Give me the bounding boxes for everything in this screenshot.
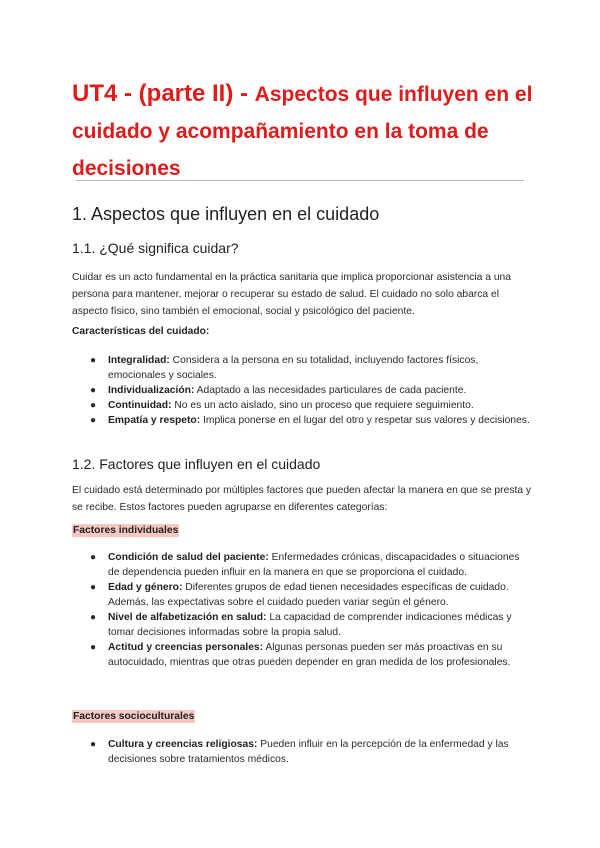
item-text: Implica ponerse en el lugar del otro y respetar sus valores y decisiones.: [200, 415, 530, 426]
list-item: [90, 580, 530, 610]
section-1-heading: 1. Aspectos que influyen en el cuidado: [72, 204, 380, 224]
subsection-1-1-paragraph: Cuidar es un acto fundamental en la práctica sanitaria que implica proporcionar asistencia a una persona para mantener, mejorar o recuperar su estado de salud. El cuidado no solo abarca el aspecto físico, sino también el emocional, social y psicológico del paciente.: [72, 272, 512, 317]
title-part-1: UT4 - (parte II) -: [72, 80, 255, 107]
item-term: Empatía y respeto:: [108, 415, 201, 426]
characteristics-list: [90, 353, 530, 428]
characteristics-label: Características del cuidado:: [72, 326, 210, 337]
item-text: Considera a la persona en su totalidad, incluyendo factores físicos, emocionales y sociales.: [108, 355, 479, 381]
bullet-icon: ●: [90, 355, 97, 366]
item-term: Condición de salud del paciente:: [108, 552, 269, 563]
bullet-icon: ●: [90, 739, 97, 750]
subsection-1-2-heading: 1.2. Factores que influyen en el cuidado: [72, 456, 321, 472]
item-text: Diferentes grupos de edad tienen necesidades específicas de cuidado. Además, las expectativas sobre el cuidado pueden variar según el género.: [108, 582, 509, 608]
item-term: Actitud y creencias personales:: [108, 642, 264, 653]
title-part-2: Aspectos que influyen en el cuidado y acompañamiento en la toma de decisiones: [72, 83, 533, 180]
list-item: [90, 353, 530, 383]
bullet-icon: ●: [90, 642, 97, 653]
list-item: [90, 640, 530, 670]
item-text: Enfermedades crónicas, discapacidades o situaciones de dependencia pueden influir en la manera en que se proporciona el cuidado.: [108, 552, 520, 578]
list-item: [90, 413, 530, 428]
list-item: [90, 383, 530, 398]
item-text: Algunas personas pueden ser más proactivas en su autocuidado, mientras que otras pueden depender en gran medida de los profesionales.: [108, 642, 511, 668]
item-term: Individualización:: [108, 385, 195, 396]
sociocultural-factors-label: Factores socioculturales: [73, 711, 195, 722]
item-term: Integralidad:: [108, 355, 170, 366]
item-term: Edad y género:: [108, 582, 183, 593]
item-term: Cultura y creencias religiosas:: [108, 739, 258, 750]
list-item: [90, 610, 530, 640]
bullet-icon: ●: [90, 385, 97, 396]
item-term: Nivel de alfabetización en salud:: [108, 612, 267, 623]
bullet-icon: ●: [90, 400, 97, 411]
subsection-1-2-paragraph: El cuidado está determinado por múltiples factores que pueden afectar la manera en que se presta y se recibe. Estos factores pueden agruparse en diferentes categorías:: [72, 485, 532, 513]
item-text: No es un acto aislado, sino un proceso que requiere seguimiento.: [171, 400, 474, 411]
title-divider: [76, 180, 524, 181]
individual-factors-label: Factores individuales: [73, 525, 179, 536]
subsection-1-1-heading: 1.1. ¿Qué significa cuidar?: [72, 240, 239, 256]
list-item: [90, 550, 530, 580]
bullet-icon: ●: [90, 582, 97, 593]
list-item: [90, 737, 530, 767]
item-term: Continuidad:: [108, 400, 172, 411]
item-text: Adaptado a las necesidades particulares de cada paciente.: [194, 385, 467, 396]
item-text: Pueden influir en la percepción de la enfermedad y las decisiones sobre tratamientos médicos.: [108, 739, 509, 765]
list-item: [90, 398, 530, 413]
bullet-icon: ●: [90, 552, 97, 563]
document-title: [72, 74, 542, 185]
item-text: La capacidad de comprender indicaciones médicas y tomar decisiones informadas sobre la propia salud.: [108, 612, 512, 638]
individual-factors-list: [90, 550, 530, 670]
sociocultural-factors-list: [90, 737, 530, 767]
bullet-icon: ●: [90, 612, 97, 623]
bullet-icon: ●: [90, 415, 97, 426]
